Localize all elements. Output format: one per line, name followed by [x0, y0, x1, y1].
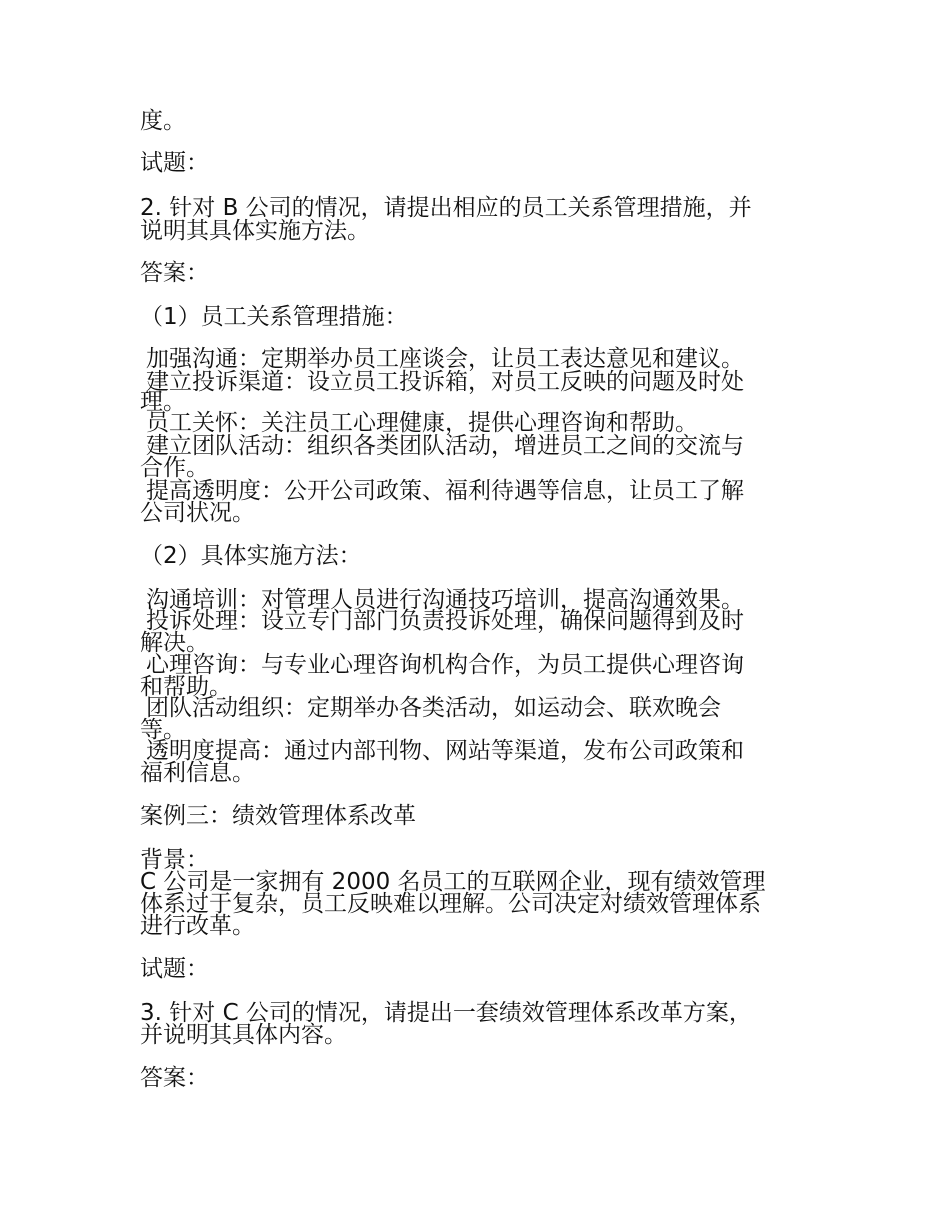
method-line: 投诉处理：设立专门部门负责投诉处理，确保问题得到及时 [146, 608, 744, 634]
case3-title: 案例三：绩效管理体系改革 [140, 803, 416, 829]
measure-line: 提高透明度：公开公司政策、福利待遇等信息，让员工了解 [146, 478, 744, 504]
method-line: 和帮助。 [140, 674, 232, 700]
case3-background-label: 背景： [140, 847, 209, 873]
measure-line: 合作。 [140, 455, 209, 481]
q3-label: 试题： [140, 956, 209, 982]
case3-background-line: 体系过于复杂，员工反映难以理解。公司决定对绩效管理体系 [140, 891, 761, 917]
method-line: 沟通培训：对管理人员进行沟通技巧培训，提高沟通效果。 [146, 587, 744, 613]
intro-tail: 度。 [140, 108, 186, 134]
measure-line: 加强沟通：定期举办员工座谈会，让员工表达意见和建议。 [146, 346, 744, 372]
part1-title: （1）员工关系管理措施： [140, 304, 408, 330]
method-line: 团队活动组织：定期举办各类活动，如运动会、联欢晚会 [146, 695, 721, 721]
method-line: 心理咨询：与专业心理咨询机构合作，为员工提供心理咨询 [146, 652, 744, 678]
q2-answer-label: 答案： [140, 260, 209, 286]
q3-question-line1: 3. 针对 C 公司的情况，请提出一套绩效管理体系改革方案， [140, 1000, 752, 1026]
measure-line: 建立团队活动：组织各类团队活动，增进员工之间的交流与 [146, 433, 744, 459]
q3-answer-label: 答案： [140, 1065, 209, 1091]
measure-line: 公司状况。 [140, 500, 255, 526]
q2-question-line1: 2. 针对 B 公司的情况，请提出相应的员工关系管理措施，并 [140, 195, 752, 221]
case3-background-line: C 公司是一家拥有 2000 名员工的互联网企业，现有绩效管理 [140, 869, 766, 895]
measure-line: 理。 [140, 389, 186, 415]
method-line: 福利信息。 [140, 760, 255, 786]
case3-background-line: 进行改革。 [140, 913, 255, 939]
method-line: 透明度提高：通过内部刊物、网站等渠道，发布公司政策和 [146, 738, 744, 764]
method-line: 解决。 [140, 630, 209, 656]
method-line: 等。 [140, 717, 186, 743]
q3-question-line2: 并说明其具体内容。 [140, 1022, 347, 1048]
part2-title: （2）具体实施方法： [140, 543, 362, 569]
q2-label: 试题： [140, 150, 209, 176]
measure-line: 建立投诉渠道：设立员工投诉箱，对员工反映的问题及时处 [146, 369, 744, 395]
measure-line: 员工关怀：关注员工心理健康，提供心理咨询和帮助。 [146, 410, 698, 436]
q2-question-line2: 说明其具体实施方法。 [140, 218, 370, 244]
